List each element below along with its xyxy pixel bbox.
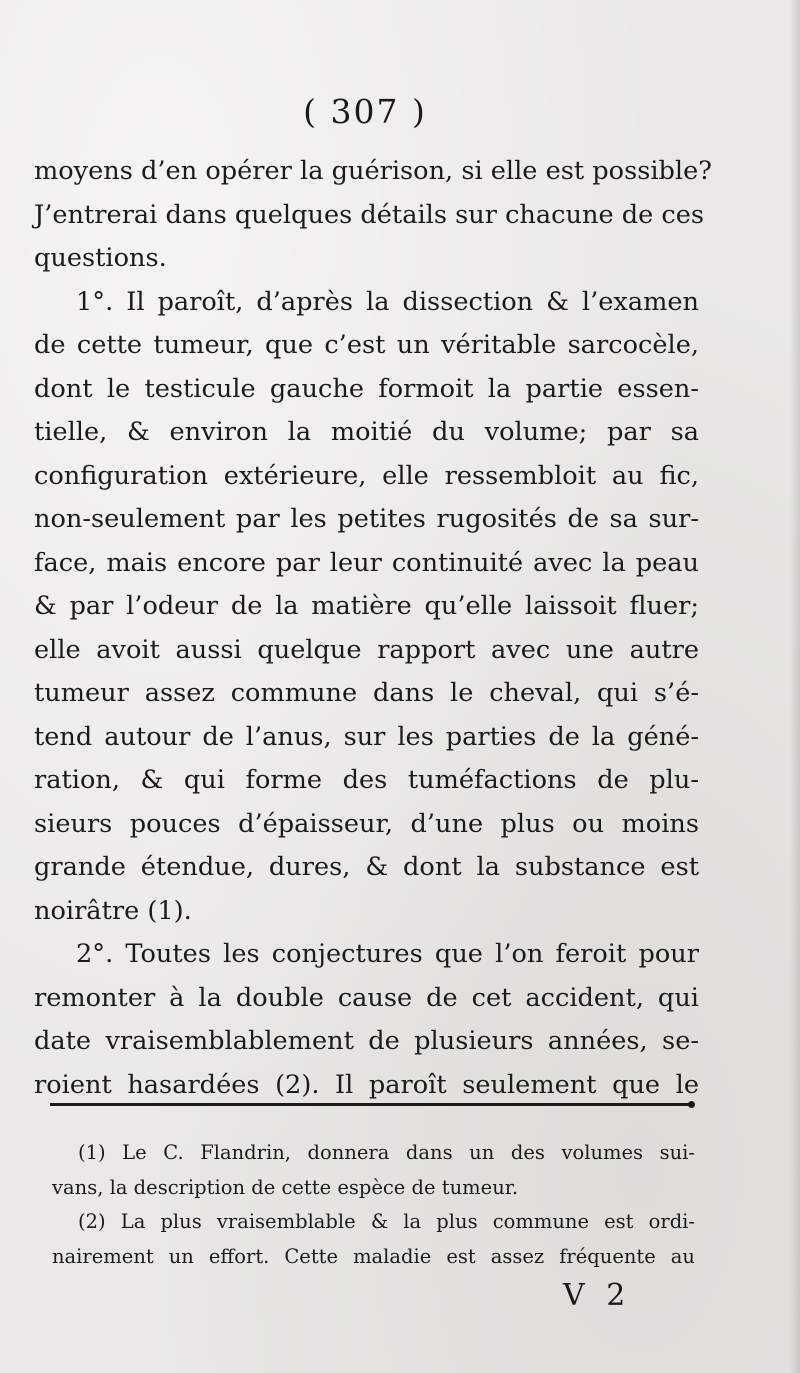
text-line: elle avoit aussi quelque rapport avec une autre	[34, 634, 699, 665]
text-line: non-seulement par les petites rugosités de sa sur-	[34, 504, 699, 534]
page-edge-shadow	[790, 0, 800, 1373]
text-line: configuration extérieure, elle ressembloit au fic,	[34, 460, 699, 491]
text-line: face, mais encore par leur continuité avec la peau	[34, 547, 699, 578]
text-line: tumeur assez commune dans le cheval, qui s’é-	[34, 678, 699, 708]
text-line: date vraisemblablement de plusieurs années, se-	[34, 1026, 699, 1056]
footnote-line: vans, la description de cette espèce de tumeur.	[52, 1175, 519, 1199]
page-number: ( 307 )	[303, 92, 427, 131]
text-line: 1°. Il paroît, d’après la dissection & l’examen	[76, 286, 699, 317]
text-line: noirâtre (1).	[34, 895, 192, 926]
footnote-line: nairement un effort. Cette maladie est assez fréquente au	[52, 1244, 695, 1268]
text-line: tend autour de l’anus, sur les parties de la géné-	[34, 721, 699, 752]
main-text	[34, 150, 712, 1107]
text-line: sieurs pouces d’épaisseur, d’une plus ou moins	[34, 808, 699, 839]
footnote-line: (2) La plus vraisemblable & la plus commune est ordi-	[78, 1210, 695, 1233]
footnotes	[52, 1136, 695, 1274]
text-line: questions.	[34, 243, 167, 273]
footnote-line: (1) Le C. Flandrin, donnera dans un des volumes sui-	[78, 1141, 695, 1164]
signature-mark: V 2	[563, 1278, 632, 1313]
text-line: J’entrerai dans quelques détails sur chacune de ces	[34, 199, 705, 230]
text-line: 2°. Toutes les conjectures que l’on feroit pour	[76, 939, 699, 969]
text-line: remonter à la double cause de cet accident, qui	[34, 982, 699, 1013]
text-line: grande étendue, dures, & dont la substance est	[34, 852, 699, 882]
text-line: roient hasardées (2). Il paroît seulement que le	[34, 1069, 699, 1100]
text-line: dont le testicule gauche formoit la partie essen-	[34, 373, 699, 404]
text-line: & par l’odeur de la matière qu’elle laissoit fluer;	[34, 591, 699, 621]
text-line: ration, & qui forme des tuméfactions de plu-	[34, 765, 699, 795]
text-line: moyens d’en opérer la guérison, si elle est possible?	[34, 156, 712, 186]
footnote-rule	[50, 1103, 692, 1106]
text-line: tielle, & environ la moitié du volume; par sa	[34, 417, 699, 447]
text-line: de cette tumeur, que c’est un véritable sarcocèle,	[34, 330, 699, 360]
